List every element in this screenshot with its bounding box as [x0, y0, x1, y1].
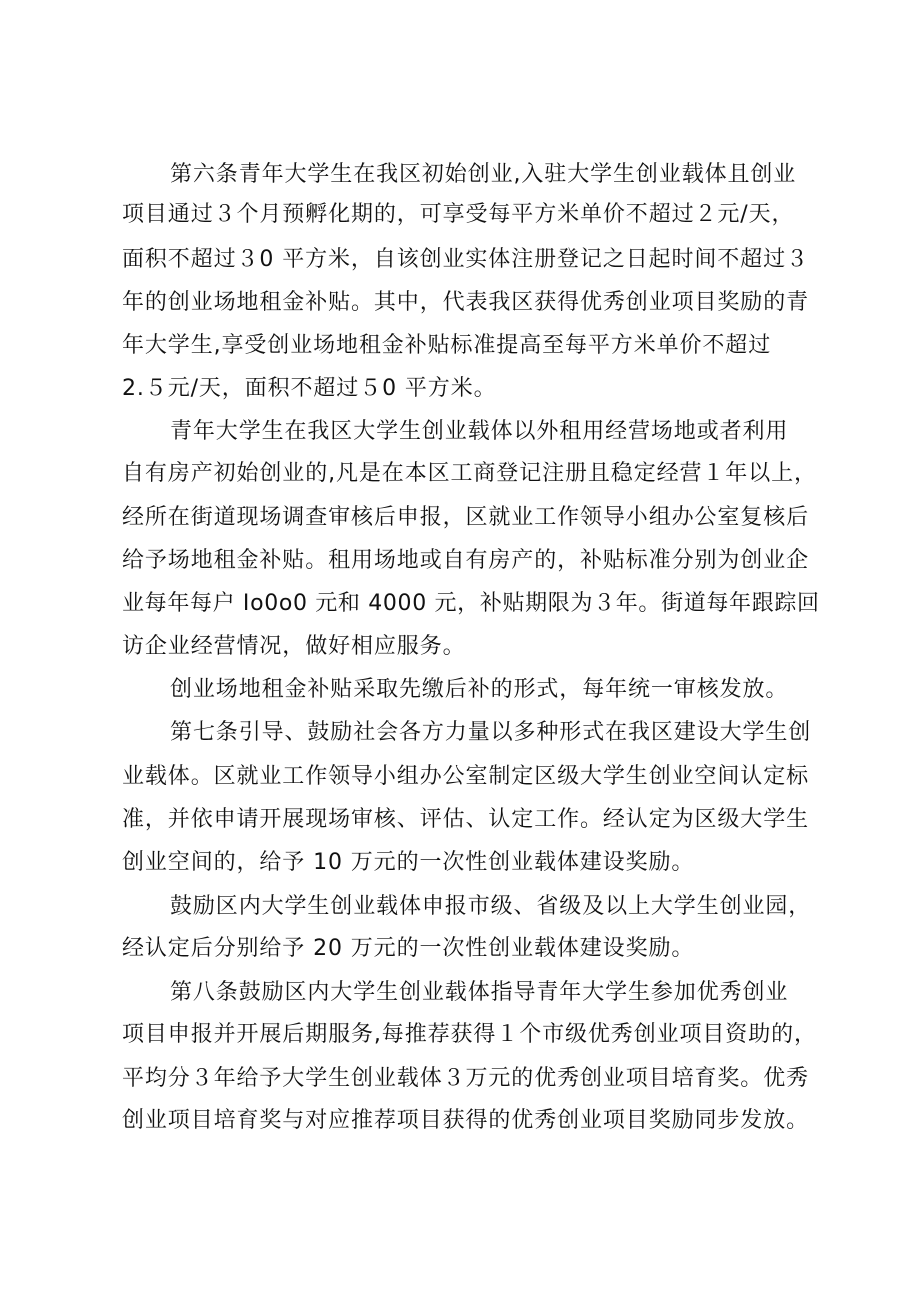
text-line	[0, 846, 920, 880]
text-line	[0, 1018, 920, 1052]
text-line	[0, 760, 920, 794]
paragraph-line: 经所在街道现场调查审核后申报，区就业工作领导小组办公室复核后	[122, 505, 810, 530]
text-line	[0, 716, 920, 750]
text-line	[0, 198, 920, 232]
text-line	[0, 803, 920, 837]
paragraph-line: 自有房产初始创业的,凡是在本区工商登记注册且稳定经营１年以上，	[122, 461, 817, 486]
paragraph-first-line: 创业场地租金补贴采取先缴后补的形式，每年统一审核发放。	[170, 677, 789, 702]
text-line	[0, 932, 920, 966]
text-line	[0, 158, 920, 192]
paragraph-line: 准，并依申请开展现场审核、评估、认定工作。经认定为区级大学生	[122, 807, 810, 832]
paragraph-line: 给予场地租金补贴。租用场地或自有房产的，补贴标准分别为创业企	[122, 548, 810, 573]
paragraph-first-line: 第七条引导、鼓励社会各方力量以多种形式在我区建设大学生创	[170, 720, 812, 745]
text-line	[0, 286, 920, 320]
text-line	[0, 890, 920, 924]
text-line	[0, 1104, 920, 1138]
text-line	[0, 329, 920, 363]
paragraph-line: 项目通过３个月预孵化期的，可享受每平方米单价不超过２元/天，	[122, 202, 795, 227]
paragraph-first-line: 青年大学生在我区大学生创业载体以外租用经营场地或者利用	[170, 419, 789, 444]
paragraph-line: 创业项目培育奖与对应推荐项目获得的优秀创业项目奖励同步发放。	[122, 1108, 810, 1133]
paragraph-line: 经认定后分别给予 20 万元的一次性创业载体建设奖励。	[122, 936, 695, 961]
text-line	[0, 544, 920, 578]
paragraph-line: 2.５元/天，面积不超过５0 平方米。	[122, 376, 497, 401]
text-line	[0, 673, 920, 707]
text-line	[0, 415, 920, 449]
text-line	[0, 630, 920, 664]
text-line	[0, 976, 920, 1010]
text-line	[0, 1062, 920, 1096]
text-line	[0, 372, 920, 406]
paragraph-first-line: 鼓励区内大学生创业载体申报市级、省级及以上大学生创业园，	[170, 894, 812, 919]
paragraph-line: 项目申报并开展后期服务,每推荐获得１个市级优秀创业项目资助的，	[122, 1022, 817, 1047]
paragraph-line: 访企业经营情况，做好相应服务。	[122, 634, 466, 659]
paragraph-first-line: 第六条青年大学生在我区初始创业,入驻大学生创业载体且创业	[170, 162, 797, 187]
text-line	[0, 457, 920, 491]
paragraph-line: 年的创业场地租金补贴。其中，代表我区获得优秀创业项目奖励的青	[122, 290, 810, 315]
text-line	[0, 501, 920, 535]
paragraph-line: 平均分３年给予大学生创业载体３万元的优秀创业项目培育奖。优秀	[122, 1066, 810, 1091]
text-line	[0, 243, 920, 277]
paragraph-line: 创业空间的，给予 10 万元的一次性创业载体建设奖励。	[122, 850, 695, 875]
paragraph-line: 业每年每户 Io0o0 元和 4000 元，补贴期限为３年。街道每年跟踪回	[122, 591, 820, 616]
paragraph-line: 年大学生,享受创业场地租金补贴标准提高至每平方米单价不超过	[122, 333, 772, 358]
text-line	[0, 587, 920, 621]
paragraph-first-line: 第八条鼓励区内大学生创业载体指导青年大学生参加优秀创业	[170, 980, 789, 1005]
paragraph-line: 业载体。区就业工作领导小组办公室制定区级大学生创业空间认定标	[122, 764, 810, 789]
paragraph-line: 面积不超过３0 平方米，自该创业实体注册登记之日起时间不超过３	[122, 247, 809, 272]
